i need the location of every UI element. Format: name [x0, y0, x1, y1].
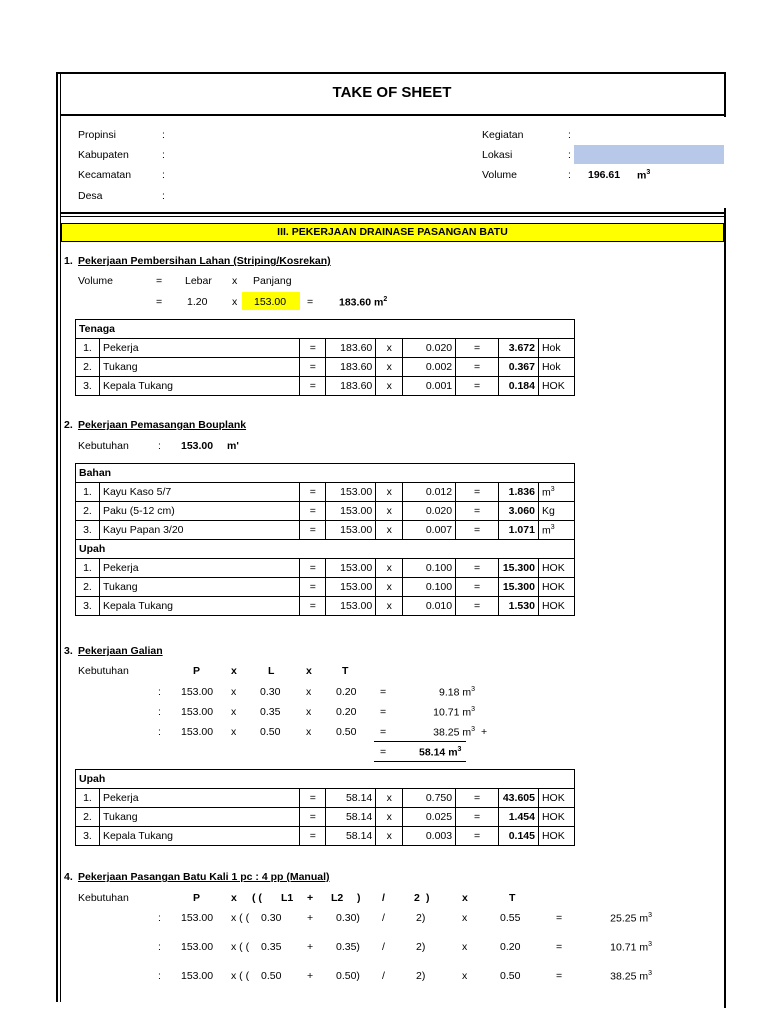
row-number: 2. — [76, 358, 100, 377]
unit: HOK — [538, 559, 574, 578]
result-value: 1.071 — [498, 521, 538, 540]
s4-header-two: 2 — [414, 892, 420, 904]
page-title: TAKE OF SHEET — [332, 84, 452, 101]
bahan-row — [76, 483, 575, 502]
result-value: 1.836 — [498, 483, 538, 502]
s3-l-value: 0.50 — [260, 726, 281, 738]
item-name: Paku (5-12 cm) — [99, 502, 299, 521]
row-number: 3. — [76, 521, 100, 540]
row-number: 2. — [76, 502, 100, 521]
unit: $m^3$ — [538, 521, 574, 540]
s3-p-value: 153.00 — [181, 686, 214, 698]
result-value: 15.300 — [498, 578, 538, 597]
equals: = — [300, 827, 326, 846]
equals: = — [456, 521, 499, 540]
upah-row — [76, 578, 575, 597]
row-number: 1. — [76, 789, 100, 808]
s4-header-paren: ( ( — [252, 892, 262, 904]
s1-x: x — [232, 275, 238, 287]
s4-plus: + — [307, 970, 314, 982]
s1-eq: = — [307, 296, 314, 308]
unit: HOK — [538, 597, 574, 616]
base-quantity: 153.00 — [326, 521, 376, 540]
s4-equals: = — [556, 941, 563, 953]
row-number: 1. — [76, 559, 100, 578]
coefficient: 0.750 — [403, 789, 456, 808]
s4-header-plus: + — [307, 892, 314, 904]
times: x — [376, 358, 403, 377]
s3-times: x — [306, 726, 312, 738]
s3-header-p: P — [193, 665, 201, 677]
s4-equals: = — [556, 912, 563, 924]
s4-result: 25.25 $m^3$ — [610, 912, 652, 925]
s3-result: 38.25 $m^3$ — [433, 726, 475, 739]
row-number: 2. — [76, 808, 100, 827]
times: x — [376, 827, 403, 846]
s3-colon: : — [158, 706, 161, 718]
s4-t-value: 0.20 — [500, 941, 521, 953]
s3-result: 10.71 $m^3$ — [433, 706, 475, 719]
row-number: 3. — [76, 377, 100, 396]
upah-row — [76, 789, 575, 808]
s1-title: Pekerjaan Pembersihan Lahan (Striping/Kosrekan) — [78, 255, 331, 267]
s3-upah-label: Upah — [76, 770, 575, 789]
coefficient: 0.007 — [403, 521, 456, 540]
s3-total: 58.14 $m^3$ — [419, 746, 462, 759]
propinsi-label: Propinsi — [78, 129, 116, 141]
unit: Hok — [538, 339, 574, 358]
base-quantity: 58.14 — [326, 827, 376, 846]
equals: = — [456, 339, 499, 358]
s3-number: 3. — [64, 645, 73, 657]
coefficient: 0.003 — [403, 827, 456, 846]
s4-number: 4. — [64, 871, 73, 883]
times: x — [376, 502, 403, 521]
result-value: 3.672 — [499, 339, 539, 358]
item-name: Kepala Tukang — [99, 377, 299, 396]
header-bottom-line — [60, 212, 726, 214]
s2-table — [75, 463, 575, 616]
bahan-row — [76, 502, 575, 521]
s4-divisor: 2) — [416, 970, 426, 982]
equals: = — [456, 483, 499, 502]
equals: = — [456, 808, 499, 827]
s4-t-value: 0.55 — [500, 912, 521, 924]
equals: = — [456, 789, 499, 808]
s4-header-x: x — [231, 892, 237, 904]
bahan-row — [76, 521, 575, 540]
s4-title: Pekerjaan Pasangan Batu Kali 1 pc : 4 pp (Manual) — [78, 871, 330, 883]
s3-sum-line — [374, 741, 466, 742]
s3-sum-line-bottom — [374, 761, 466, 762]
s3-times: x — [231, 686, 237, 698]
coefficient: 0.020 — [403, 502, 456, 521]
s3-times: x — [306, 706, 312, 718]
upah-row — [76, 597, 575, 616]
s2-kebutuhan-value: 153.00 — [181, 440, 214, 452]
colon: : — [568, 129, 571, 141]
coefficient: 0.100 — [403, 559, 456, 578]
equals: = — [456, 578, 499, 597]
s4-p-value: 153.00 — [181, 941, 214, 953]
s3-header-x: x — [306, 665, 312, 677]
s4-header-l2: L2 — [331, 892, 344, 904]
volume-unit: $m^3$ — [637, 169, 651, 182]
colon: : — [162, 169, 165, 181]
header-bottom-line-2 — [60, 216, 726, 217]
s4-header-close2: ) — [426, 892, 430, 904]
coefficient: 0.025 — [403, 808, 456, 827]
item-name: Pekerja — [99, 559, 299, 578]
row-number: 2. — [76, 578, 100, 597]
item-name: Kayu Papan 3/20 — [99, 521, 299, 540]
s3-times: x — [306, 686, 312, 698]
unit: $m^3$ — [538, 483, 574, 502]
item-name: Kayu Kaso 5/7 — [99, 483, 299, 502]
colon: : — [162, 129, 165, 141]
s4-times: x — [462, 941, 468, 953]
s3-l-value: 0.35 — [260, 706, 281, 718]
s3-result: 9.18 $m^3$ — [438, 686, 475, 699]
s4-kebutuhan-label: Kebutuhan — [78, 892, 129, 904]
times: x — [376, 559, 403, 578]
s3-colon: : — [158, 686, 161, 698]
s4-equals: = — [556, 970, 563, 982]
base-quantity: 153.00 — [326, 483, 376, 502]
s4-header-p: P — [193, 892, 201, 904]
equals: = — [300, 377, 326, 396]
volume-label: Volume — [482, 169, 518, 181]
s3-times: x — [231, 726, 237, 738]
base-quantity: 58.14 — [326, 789, 376, 808]
section-title: III. PEKERJAAN DRAINASE PASANGAN BATU — [61, 223, 724, 242]
unit: HOK — [538, 789, 574, 808]
s1-lebar-value: 1.20 — [187, 296, 208, 308]
result-value: 3.060 — [498, 502, 538, 521]
equals: = — [300, 578, 326, 597]
s3-kebutuhan-label: Kebutuhan — [78, 665, 129, 677]
s2-kebutuhan-label: Kebutuhan — [78, 440, 129, 452]
s4-result: 38.25 $m^3$ — [610, 970, 652, 983]
base-quantity: 183.60 — [326, 358, 376, 377]
row-number: 3. — [76, 827, 100, 846]
s3-header-l: L — [268, 665, 275, 677]
s3-t-value: 0.50 — [336, 726, 357, 738]
s4-times: x — [462, 970, 468, 982]
coefficient: 0.001 — [403, 377, 456, 396]
s3-times: x — [231, 706, 237, 718]
coefficient: 0.100 — [403, 578, 456, 597]
s4-l2-value: 0.35) — [336, 941, 360, 953]
equals: = — [456, 358, 499, 377]
times: x — [376, 789, 403, 808]
equals: = — [300, 502, 326, 521]
unit: HOK — [538, 578, 574, 597]
item-name: Tukang — [99, 578, 299, 597]
s4-result: 10.71 $m^3$ — [610, 941, 652, 954]
s1-volume-label: Volume — [78, 275, 114, 287]
unit: HOK — [538, 377, 574, 396]
unit: Kg — [538, 502, 574, 521]
volume-value: 196.61 — [588, 169, 621, 181]
s2-title: Pekerjaan Pemasangan Bouplank — [78, 419, 247, 431]
s4-l1-value: 0.35 — [261, 941, 282, 953]
frame-top-line — [56, 72, 726, 74]
tenaga-row — [76, 377, 575, 396]
s4-header-div: / — [382, 892, 385, 904]
coefficient: 0.002 — [403, 358, 456, 377]
s2-kebutuhan-unit: m' — [227, 440, 239, 452]
colon: : — [162, 190, 165, 202]
times: x — [376, 808, 403, 827]
s4-l2-value: 0.30) — [336, 912, 360, 924]
s3-title: Pekerjaan Galian — [78, 645, 163, 657]
s3-t-value: 0.20 — [336, 686, 357, 698]
colon: : — [158, 440, 161, 452]
equals: = — [456, 597, 499, 616]
equals: = — [300, 597, 326, 616]
times: x — [376, 597, 403, 616]
unit: Hok — [538, 358, 574, 377]
item-name: Pekerja — [99, 789, 299, 808]
s1-number: 1. — [64, 255, 73, 267]
s1-eq: = — [156, 296, 163, 308]
title-bottom-line — [60, 114, 726, 116]
s3-plus: + — [481, 726, 488, 738]
s4-times-open: x ( ( — [231, 912, 250, 924]
s1-tenaga-table — [75, 319, 575, 396]
base-quantity: 153.00 — [326, 559, 376, 578]
tenaga-row — [76, 339, 575, 358]
s4-divisor: 2) — [416, 941, 426, 953]
times: x — [376, 377, 403, 396]
item-name: Tukang — [99, 358, 299, 377]
result-value: 0.184 — [499, 377, 539, 396]
times: x — [376, 483, 403, 502]
s1-x: x — [232, 296, 238, 308]
s3-equals: = — [380, 686, 387, 698]
item-name: Pekerja — [99, 339, 299, 358]
times: x — [376, 339, 403, 358]
equals: = — [300, 521, 326, 540]
s1-panjang-header: Panjang — [253, 275, 292, 287]
coefficient: 0.010 — [403, 597, 456, 616]
base-quantity: 183.60 — [326, 377, 376, 396]
equals: = — [456, 377, 499, 396]
unit: HOK — [538, 827, 574, 846]
coefficient: 0.020 — [403, 339, 456, 358]
s4-divisor: 2) — [416, 912, 426, 924]
s4-plus: + — [307, 912, 314, 924]
s3-colon: : — [158, 726, 161, 738]
result-value: 15.300 — [498, 559, 538, 578]
result-value: 0.145 — [498, 827, 538, 846]
times: x — [376, 578, 403, 597]
s4-colon: : — [158, 941, 161, 953]
base-quantity: 183.60 — [326, 339, 376, 358]
s4-header-t: T — [509, 892, 516, 904]
tenaga-row — [76, 358, 575, 377]
item-name: Kepala Tukang — [99, 827, 299, 846]
upah-row — [76, 827, 575, 846]
s4-plus: + — [307, 941, 314, 953]
base-quantity: 153.00 — [326, 578, 376, 597]
s4-divide: / — [382, 970, 385, 982]
s1-result: 183.60 $m^2$ — [339, 296, 388, 309]
s3-p-value: 153.00 — [181, 726, 214, 738]
equals: = — [456, 827, 499, 846]
s4-divide: / — [382, 941, 385, 953]
kegiatan-label: Kegiatan — [482, 129, 524, 141]
s4-l2-value: 0.50) — [336, 970, 360, 982]
result-value: 43.605 — [498, 789, 538, 808]
s4-header-x2: x — [462, 892, 468, 904]
s3-l-value: 0.30 — [260, 686, 281, 698]
colon: : — [162, 149, 165, 161]
equals: = — [300, 339, 326, 358]
s3-t-value: 0.20 — [336, 706, 357, 718]
equals: = — [300, 358, 326, 377]
s4-p-value: 153.00 — [181, 970, 214, 982]
equals: = — [300, 789, 326, 808]
s4-times: x — [462, 912, 468, 924]
row-number: 1. — [76, 339, 100, 358]
s4-l1-value: 0.50 — [261, 970, 282, 982]
kecamatan-label: Kecamatan — [78, 169, 132, 181]
item-name: Tukang — [99, 808, 299, 827]
coefficient: 0.012 — [403, 483, 456, 502]
equals: = — [300, 483, 326, 502]
row-number: 3. — [76, 597, 100, 616]
frame-left-outer — [56, 72, 58, 1002]
s4-times-open: x ( ( — [231, 941, 250, 953]
s3-p-value: 153.00 — [181, 706, 214, 718]
s3-equals: = — [380, 726, 387, 738]
s3-header-x: x — [231, 665, 237, 677]
equals: = — [456, 502, 499, 521]
colon: : — [568, 149, 571, 161]
lokasi-label: Lokasi — [482, 149, 513, 161]
s4-l1-value: 0.30 — [261, 912, 282, 924]
lokasi-input-cell[interactable] — [574, 145, 724, 164]
s4-colon: : — [158, 970, 161, 982]
equals: = — [456, 559, 499, 578]
base-quantity: 153.00 — [326, 502, 376, 521]
frame-right — [724, 208, 726, 1008]
base-quantity: 153.00 — [326, 597, 376, 616]
item-name: Kepala Tukang — [99, 597, 299, 616]
s1-group-label: Tenaga — [76, 320, 575, 339]
unit: HOK — [538, 808, 574, 827]
s3-header-t: T — [342, 665, 349, 677]
s1-panjang-value: 153.00 — [254, 296, 287, 308]
frame-right-top — [724, 72, 726, 117]
desa-label: Desa — [78, 190, 103, 202]
s1-lebar-header: Lebar — [185, 275, 212, 287]
s3-total-eq: = — [380, 746, 387, 758]
s2-bahan-label: Bahan — [76, 464, 575, 483]
s2-upah-label: Upah — [76, 540, 575, 559]
s1-eq: = — [156, 275, 163, 287]
kabupaten-label: Kabupaten — [78, 149, 129, 161]
equals: = — [300, 808, 326, 827]
s3-upah-table — [75, 769, 575, 846]
s4-header-close: ) — [357, 892, 361, 904]
s4-times-open: x ( ( — [231, 970, 250, 982]
s4-header-l1: L1 — [281, 892, 294, 904]
upah-row — [76, 808, 575, 827]
row-number: 1. — [76, 483, 100, 502]
result-value: 1.530 — [498, 597, 538, 616]
s4-divide: / — [382, 912, 385, 924]
s2-number: 2. — [64, 419, 73, 431]
upah-row — [76, 559, 575, 578]
result-value: 0.367 — [499, 358, 539, 377]
colon: : — [568, 169, 571, 181]
s3-equals: = — [380, 706, 387, 718]
s4-colon: : — [158, 912, 161, 924]
result-value: 1.454 — [498, 808, 538, 827]
base-quantity: 58.14 — [326, 808, 376, 827]
equals: = — [300, 559, 326, 578]
times: x — [376, 521, 403, 540]
s4-p-value: 153.00 — [181, 912, 214, 924]
s4-t-value: 0.50 — [500, 970, 521, 982]
